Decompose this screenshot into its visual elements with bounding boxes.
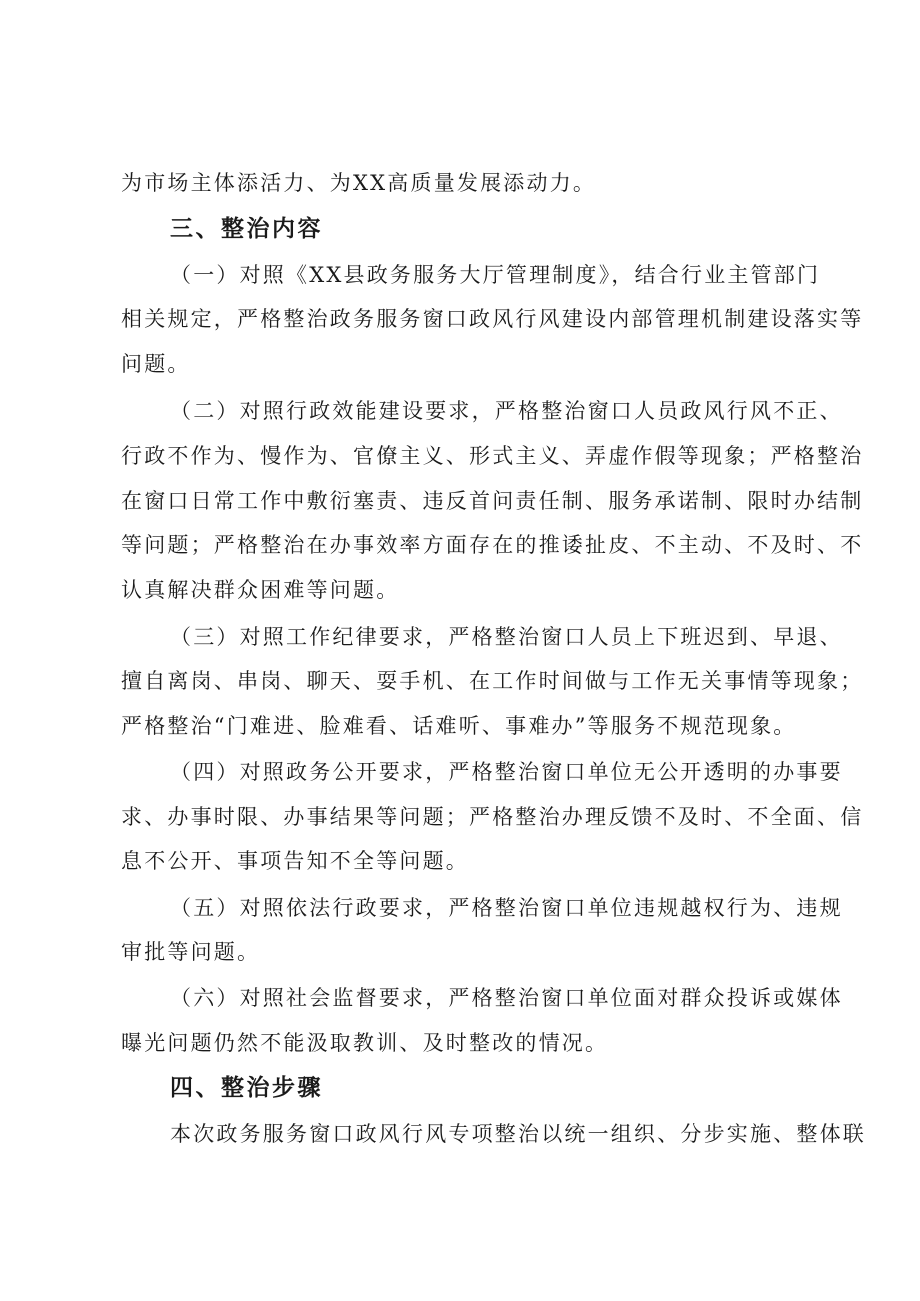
intro-tail-line: 为市场主体添活力、为XX高质量发展添动力。 <box>121 171 597 195</box>
section-3-heading: 三、整治内容 <box>170 216 323 242</box>
paragraph-line: （四）对照政务公开要求，严格整治窗口单位无公开透明的办事要 <box>170 760 843 784</box>
paragraph-line: （二）对照行政效能建设要求，严格整治窗口人员政风行风不正、 <box>170 399 843 423</box>
paragraph-line: （三）对照工作纪律要求，严格整治窗口人员上下班迟到、早退、 <box>170 625 843 649</box>
paragraph-line: （六）对照社会监督要求，严格整治窗口单位面对群众投诉或媒体 <box>170 986 843 1010</box>
paragraph-line: 本次政务服务窗口政风行风专项整治以统一组织、分步实施、整体联 <box>170 1122 866 1146</box>
paragraph-line: 认真解决群众困难等问题。 <box>121 578 400 602</box>
paragraph-line: 曝光问题仍然不能汲取教训、及时整改的情况。 <box>121 1031 609 1055</box>
section-4-heading: 四、整治步骤 <box>170 1075 323 1101</box>
paragraph-line: 审批等问题。 <box>121 940 261 964</box>
paragraph-line: 息不公开、事项告知不全等问题。 <box>121 849 469 873</box>
paragraph-line: 问题。 <box>121 352 191 376</box>
paragraph-line: 相关规定，严格整治政务服务窗口政风行风建设内部管理机制建设落实等 <box>121 307 864 331</box>
paragraph-line: 在窗口日常工作中敷衍塞责、违反首问责任制、服务承诺制、限时办结制 <box>121 489 864 513</box>
paragraph-line: 行政不作为、慢作为、官僚主义、形式主义、弄虚作假等现象；严格整治 <box>121 444 864 468</box>
paragraph-line: 擅自离岗、串岗、聊天、耍手机、在工作时间做与工作无关事情等现象； <box>121 669 864 693</box>
paragraph-line: 等问题；严格整治在办事效率方面存在的推诿扯皮、不主动、不及时、不 <box>121 533 864 557</box>
paragraph-line: （五）对照依法行政要求，严格整治窗口单位违规越权行为、违规 <box>170 896 843 920</box>
paragraph-line: 求、办事时限、办事结果等问题；严格整治办理反馈不及时、不全面、信 <box>121 805 864 829</box>
paragraph-line: 严格整治“门难进、脸难看、话难听、事难办”等服务不规范现象。 <box>121 714 797 738</box>
paragraph-line: （一）对照《XX县政务服务大厅管理制度》，结合行业主管部门 <box>170 263 821 287</box>
